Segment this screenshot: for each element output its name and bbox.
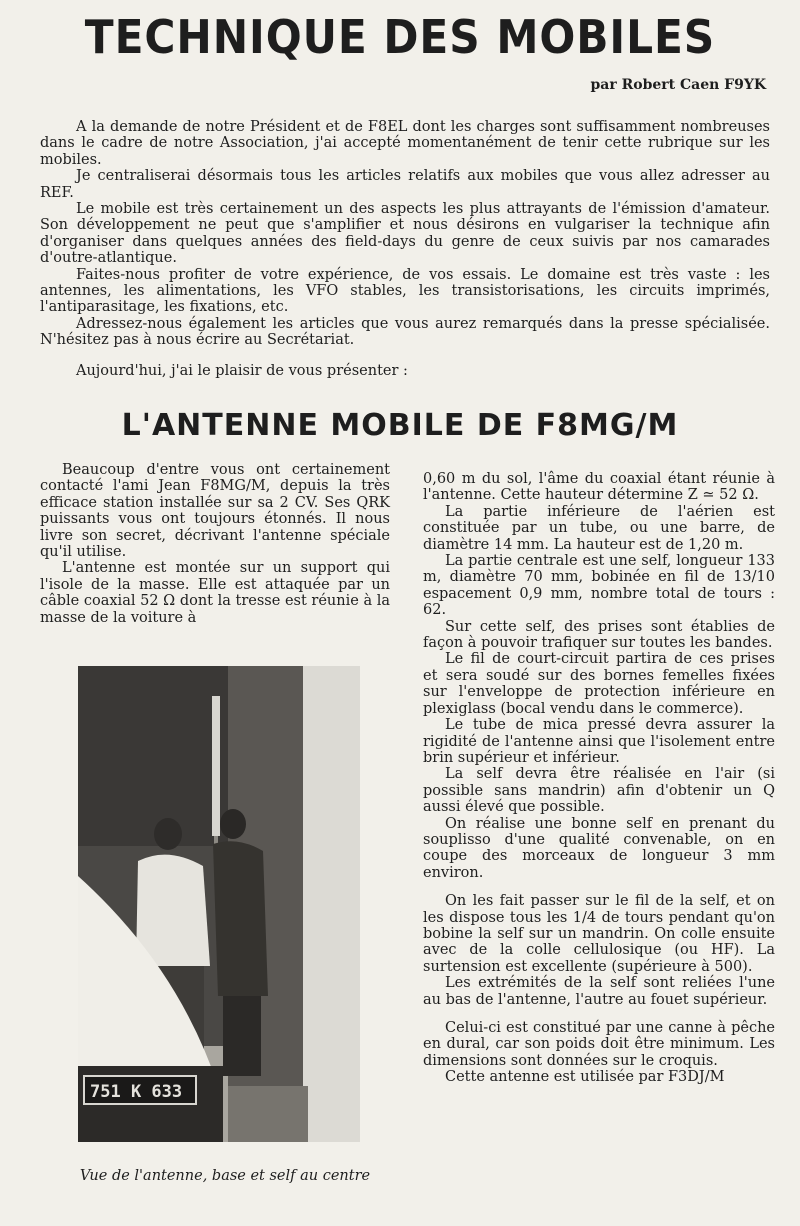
article-paragraph: L'antenne est montée sur un support qui l'isole de la masse. Elle est attaquée par un câble coaxial 52 Ω dont la tresse est réunie à la masse de la voiture à (40, 560, 390, 626)
intro-paragraph: Faites-nous profiter de votre expérience, de vos essais. Le domaine est très vaste : les antennes, les alimentations, les VFO stables, les transistorisations, les circuits imprimés, l'antiparasitage, les fixations, etc. (40, 266, 770, 316)
left-column (40, 462, 390, 626)
intro-paragraph: Adressez-nous également les articles que vous aurez remarqués dans la presse spécialisée. N'hésitez pas à nous écrire au Secrétariat. (40, 315, 770, 349)
page-title: TECHNIQUE DES MOBILES (84, 10, 716, 64)
article-title: L'ANTENNE MOBILE DE F8MG/M (121, 408, 679, 443)
article-paragraph: 0,60 m du sol, l'âme du coaxial étant réunie à l'antenne. Cette hauteur détermine Z ≃ 52 Ω. (423, 471, 775, 504)
right-column (423, 471, 775, 1086)
byline: par Robert Caen F9YK (590, 77, 766, 93)
intro-paragraph: Le mobile est très certainement un des aspects les plus attrayants de l'émission d'amateur. Son développement ne peut que s'amplifier et nous désirons en vulgariser la technique afin d'organiser dans quelques années des field-days du genre de ceux suivis par nos camarades d'outre-atlantique. (40, 201, 770, 267)
article-paragraph: On réalise une bonne self en prenant du souplisso d'une qualité convenable, on en coupe des morceaux de longueur 3 mm environ. (423, 815, 775, 881)
photo-caption: Vue de l'antenne, base et self au centre (79, 1168, 371, 1184)
article-paragraph: La partie centrale est une self, longueur 133 m, diamètre 70 mm, bobinée en fil de 13/10 espacement 0,9 mm, nombre total de tours : 62. (423, 553, 775, 619)
intro-paragraph: A la demande de notre Président et de F8EL dont les charges sont suffisamment nombreuses dans le cadre de notre Association, j'ai accepté momentanément de tenir cette rubrique sur les mobiles. (40, 119, 770, 168)
article-paragraph: Celui-ci est constitué par une canne à pêche en dural, car son poids doit être minimum. Les dimensions sont données sur le croquis. (423, 1020, 775, 1069)
article-paragraph: La self devra être réalisée en l'air (si possible sans mandrin) afin d'obtenir un Q aussi élevé que possible. (423, 766, 775, 816)
intro-paragraph: Aujourd'hui, j'ai le plaisir de vous présenter : (76, 362, 408, 379)
article-paragraph: Cette antenne est utilisée par F3DJ/M (445, 1069, 725, 1086)
article-paragraph: On les fait passer sur le fil de la self, et on les dispose tous les 1/4 de tours pendant qu'on bobine la self sur un mandrin. On colle ensuite avec de la colle cellulosique (ou HF). La surtension est excellente (supérieure à 500). (423, 893, 775, 975)
article-paragraph: Les extrémités de la self sont reliées l'une au bas de l'antenne, l'autre au fouet supérieur. (423, 975, 775, 1008)
antenna-photo (78, 666, 360, 1142)
license-plate: 751 K 633 (90, 1082, 183, 1102)
photo-illustration (78, 666, 360, 1142)
intro-section (40, 119, 770, 379)
article-paragraph: Sur cette self, des prises sont établies de façon à pouvoir trafiquer sur toutes les bandes. (423, 618, 775, 652)
article-paragraph: La partie inférieure de l'aérien est constituée par un tube, ou une barre, de diamètre 14 mm. La hauteur est de 1,20 m. (423, 503, 775, 553)
article-paragraph: Le fil de court-circuit partira de ces prises et sera soudé sur des bornes femelles fixées sur l'enveloppe de protection inférieure en plexiglass (bocal vendu dans le commerce). (423, 651, 775, 717)
article-paragraph: Beaucoup d'entre vous ont certainement contacté l'ami Jean F8MG/M, depuis la très efficace station installée sur sa 2 CV. Ses QRK puissants vous ont toujours étonnés. Il nous livre son secret, décrivant l'antenne spéciale qu'il utilise. (40, 462, 390, 561)
article-paragraph: Le tube de mica pressé devra assurer la rigidité de l'antenne ainsi que l'isolement entre brin supérieur et inférieur. (423, 717, 775, 766)
intro-paragraph: Je centraliserai désormais tous les articles relatifs aux mobiles que vous allez adresser au REF. (40, 168, 770, 201)
